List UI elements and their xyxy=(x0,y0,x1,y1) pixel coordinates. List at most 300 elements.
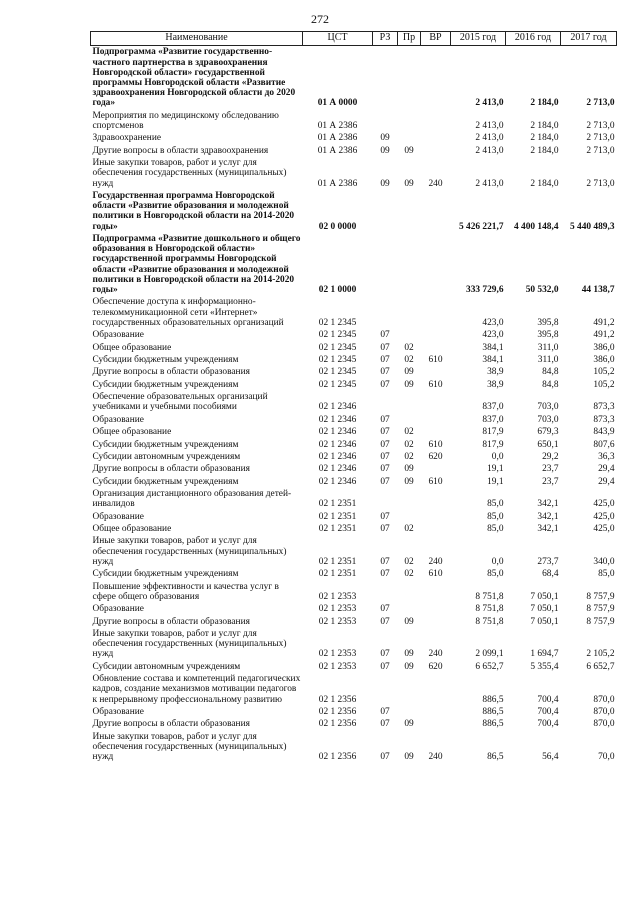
row-2016: 4 400 148,4 xyxy=(513,221,559,232)
row-2015: 8 751,8 xyxy=(475,604,504,615)
row-2017: 5 440 489,3 xyxy=(569,221,615,232)
row-2017: 386,0 xyxy=(593,354,615,365)
row-2017: 425,0 xyxy=(593,499,615,510)
row-2016: 2 184,0 xyxy=(530,121,559,131)
row-rz xyxy=(373,190,398,233)
row-rz: 07 xyxy=(380,752,390,763)
table-row xyxy=(91,391,617,414)
row-name: Иные закупки товаров, работ и услуг для обеспечения государственных (муниципальных) нужд xyxy=(92,629,287,660)
row-name: Субсидии бюджетным учреждениям xyxy=(92,379,239,390)
row-vr xyxy=(421,366,451,378)
row-2016: 395,8 xyxy=(537,317,559,328)
row-vr: 610 xyxy=(428,354,443,365)
row-name: Другие вопросы в области образования xyxy=(92,464,250,475)
row-2017: 340,0 xyxy=(593,556,615,567)
row-rz: 07 xyxy=(380,569,390,580)
row-cst: 02 1 2346 xyxy=(318,427,357,438)
row-rz: 07 xyxy=(380,649,390,660)
row-pr xyxy=(398,109,421,132)
row-vr: 610 xyxy=(428,379,443,390)
row-2016: 342,1 xyxy=(537,499,559,510)
row-pr xyxy=(398,132,421,144)
row-cst: 02 1 2351 xyxy=(318,524,357,535)
row-cst: 02 1 2345 xyxy=(318,354,357,365)
row-2017: 8 757,9 xyxy=(586,616,615,627)
row-vr xyxy=(421,296,451,329)
table-body xyxy=(91,46,617,764)
row-name: Субсидии автономным учреждениям xyxy=(92,451,241,462)
row-2016: 311,0 xyxy=(537,354,559,365)
row-2017: 2 713,0 xyxy=(586,98,615,109)
row-rz: 07 xyxy=(380,661,390,672)
row-pr xyxy=(398,580,421,603)
row-vr xyxy=(421,580,451,603)
row-rz: 07 xyxy=(380,414,390,425)
row-rz: 07 xyxy=(380,604,390,615)
row-name: Образование xyxy=(92,604,144,615)
row-pr xyxy=(398,510,421,522)
row-2017: 70,0 xyxy=(598,752,615,763)
row-name: Государственная программа Новгородской области «Развитие образования и молодежной политики в Новгородской области на 2014-2020 годы» xyxy=(92,190,295,232)
row-pr: 02 xyxy=(404,451,414,462)
row-rz: 07 xyxy=(380,719,390,730)
row-pr xyxy=(398,488,421,511)
row-rz: 07 xyxy=(380,511,390,522)
row-pr xyxy=(398,673,421,706)
row-2016: 7 050,1 xyxy=(530,591,559,602)
row-2016: 703,0 xyxy=(537,402,559,413)
row-2017: 8 757,9 xyxy=(586,604,615,615)
row-cst: 02 1 2351 xyxy=(318,569,357,580)
row-name: Субсидии бюджетным учреждениям xyxy=(92,439,239,450)
row-2016: 23,7 xyxy=(542,476,559,487)
row-rz xyxy=(373,488,398,511)
row-cst: 01 А 2386 xyxy=(317,145,358,156)
row-2016: 273,7 xyxy=(537,556,559,567)
row-2015: 886,5 xyxy=(482,694,504,705)
row-2017: 105,2 xyxy=(593,367,615,378)
row-rz: 07 xyxy=(380,451,390,462)
row-2015: 2 099,1 xyxy=(475,649,504,660)
row-rz: 07 xyxy=(380,706,390,717)
row-cst: 02 1 2346 xyxy=(318,464,357,475)
row-2017: 29,4 xyxy=(598,464,615,475)
row-cst: 01 А 2386 xyxy=(317,121,358,131)
row-cst: 02 1 2346 xyxy=(318,476,357,487)
row-rz: 07 xyxy=(380,439,390,450)
row-2017: 2 713,0 xyxy=(586,121,615,131)
row-vr xyxy=(421,426,451,438)
row-vr xyxy=(421,463,451,475)
row-rz: 07 xyxy=(380,524,390,535)
row-2017: 105,2 xyxy=(593,379,615,390)
row-rz: 09 xyxy=(380,178,390,189)
row-2016: 2 184,0 xyxy=(530,98,559,109)
row-2015: 38,9 xyxy=(487,367,504,378)
row-2016: 2 184,0 xyxy=(530,133,559,144)
row-pr: 09 xyxy=(404,649,414,660)
row-name: Здравоохранение xyxy=(92,133,161,144)
row-rz xyxy=(373,391,398,414)
row-pr xyxy=(398,190,421,233)
row-name: Повышение эффективности и качества услуг в сфере общего образования xyxy=(92,581,279,602)
row-2017: 2 105,2 xyxy=(586,649,615,660)
table-row xyxy=(91,673,617,706)
row-rz xyxy=(373,296,398,329)
row-rz: 07 xyxy=(380,464,390,475)
row-2015: 2 413,0 xyxy=(475,98,504,109)
row-2015: 85,0 xyxy=(487,524,504,535)
row-rz: 07 xyxy=(380,330,390,341)
row-rz: 09 xyxy=(380,145,390,156)
header-cst: ЦСТ xyxy=(303,32,373,46)
table-row xyxy=(91,354,617,366)
row-cst: 02 1 2345 xyxy=(318,342,357,353)
table-row xyxy=(91,46,617,110)
row-vr xyxy=(421,488,451,511)
row-2017: 2 713,0 xyxy=(586,178,615,189)
row-2016: 2 184,0 xyxy=(530,145,559,156)
row-2017: 870,0 xyxy=(593,719,615,730)
table-row xyxy=(91,413,617,425)
row-rz: 07 xyxy=(380,342,390,353)
row-cst: 02 1 2356 xyxy=(318,706,357,717)
row-pr: 09 xyxy=(404,367,414,378)
row-2015: 2 413,0 xyxy=(475,133,504,144)
row-2016: 703,0 xyxy=(537,414,559,425)
row-2015: 2 413,0 xyxy=(475,178,504,189)
row-name: Другие вопросы в области образования xyxy=(92,616,250,627)
row-cst: 02 1 2353 xyxy=(318,649,357,660)
row-vr xyxy=(421,329,451,341)
row-name: Другие вопросы в области здравоохранения xyxy=(92,145,269,156)
table-row xyxy=(91,233,617,296)
row-2015: 8 751,8 xyxy=(475,591,504,602)
row-2015: 85,0 xyxy=(487,511,504,522)
row-name: Другие вопросы в области образования xyxy=(92,367,250,378)
row-pr xyxy=(398,391,421,414)
table-row xyxy=(91,475,617,487)
table-row xyxy=(91,535,617,568)
row-cst: 02 1 2346 xyxy=(318,402,357,413)
table-row xyxy=(91,190,617,233)
row-pr xyxy=(398,603,421,615)
row-vr xyxy=(421,391,451,414)
row-name: Обновление состава и компетенций педагогических кадров, создание механизмов мотивации педагогов к непрерывному профессиональному развитию xyxy=(92,674,301,705)
row-vr xyxy=(421,718,451,730)
row-2016: 29,2 xyxy=(542,451,559,462)
table-row xyxy=(91,366,617,378)
table-row xyxy=(91,329,617,341)
row-name: Иные закупки товаров, работ и услуг для обеспечения государственных (муниципальных) нужд xyxy=(92,158,287,189)
row-cst: 02 1 2353 xyxy=(318,591,357,602)
row-vr xyxy=(421,46,451,110)
row-2015: 19,1 xyxy=(487,476,504,487)
header-2016: 2016 год xyxy=(506,32,561,46)
header-vr: ВР xyxy=(421,32,451,46)
row-2016: 342,1 xyxy=(537,524,559,535)
row-cst: 02 1 2345 xyxy=(318,367,357,378)
budget-table xyxy=(90,31,617,763)
row-cst: 02 1 2353 xyxy=(318,604,357,615)
table-row xyxy=(91,628,617,661)
row-2017: 2 713,0 xyxy=(586,145,615,156)
row-vr: 240 xyxy=(428,556,443,567)
row-pr xyxy=(398,296,421,329)
row-2016: 2 184,0 xyxy=(530,178,559,189)
row-2015: 0,0 xyxy=(491,451,504,462)
row-name: Мероприятия по медицинскому обследованию спортсменов xyxy=(92,110,279,131)
row-2017: 425,0 xyxy=(593,524,615,535)
row-name: Субсидии автономным учреждениям xyxy=(92,661,241,672)
row-vr: 610 xyxy=(428,476,443,487)
row-vr xyxy=(421,510,451,522)
row-vr xyxy=(421,523,451,535)
row-2017: 425,0 xyxy=(593,511,615,522)
row-rz xyxy=(373,109,398,132)
row-pr: 09 xyxy=(404,752,414,763)
table-row xyxy=(91,718,617,730)
row-name: Субсидии бюджетным учреждениям xyxy=(92,569,239,580)
row-2017: 6 652,7 xyxy=(586,661,615,672)
row-2016: 679,3 xyxy=(537,427,559,438)
row-2015: 19,1 xyxy=(487,464,504,475)
row-cst: 02 1 0000 xyxy=(318,284,357,295)
table-row xyxy=(91,510,617,522)
row-2016: 84,8 xyxy=(542,379,559,390)
row-2015: 38,9 xyxy=(487,379,504,390)
row-2015: 886,5 xyxy=(482,719,504,730)
row-vr xyxy=(421,341,451,353)
row-2016: 5 355,4 xyxy=(530,661,559,672)
row-name: Образование xyxy=(92,414,144,425)
row-cst: 01 А 2386 xyxy=(317,178,358,189)
row-pr xyxy=(398,329,421,341)
row-pr: 09 xyxy=(404,476,414,487)
row-name: Другие вопросы в области образования xyxy=(92,719,250,730)
row-vr xyxy=(421,615,451,627)
table-row xyxy=(91,451,617,463)
row-2017: 491,2 xyxy=(593,317,615,328)
header-name: Наименование xyxy=(91,32,303,46)
row-vr xyxy=(421,144,451,156)
table-row xyxy=(91,157,617,190)
row-cst: 02 1 2345 xyxy=(318,330,357,341)
row-vr: 240 xyxy=(428,178,443,189)
row-vr xyxy=(421,233,451,296)
table-row xyxy=(91,426,617,438)
row-pr: 09 xyxy=(404,379,414,390)
row-2016: 56,4 xyxy=(542,752,559,763)
row-rz: 07 xyxy=(380,379,390,390)
row-vr xyxy=(421,603,451,615)
header-pr: Пр xyxy=(398,32,421,46)
row-2017: 873,3 xyxy=(593,414,615,425)
row-name: Иные закупки товаров, работ и услуг для обеспечения государственных (муниципальных) нужд xyxy=(92,536,287,567)
header-2015: 2015 год xyxy=(451,32,506,46)
table-row xyxy=(91,296,617,329)
row-cst: 02 1 2353 xyxy=(318,616,357,627)
row-pr: 02 xyxy=(404,524,414,535)
row-2016: 23,7 xyxy=(542,464,559,475)
row-cst: 02 1 2353 xyxy=(318,661,357,672)
row-2017: 843,9 xyxy=(593,427,615,438)
row-name: Иные закупки товаров, работ и услуг для обеспечения государственных (муниципальных) нужд xyxy=(92,731,287,763)
header-2017: 2017 год xyxy=(561,32,617,46)
row-pr xyxy=(398,413,421,425)
row-2015: 837,0 xyxy=(482,402,504,413)
row-pr: 02 xyxy=(404,342,414,353)
row-vr: 620 xyxy=(428,661,443,672)
page-number: 272 xyxy=(311,12,329,26)
row-name: Образование xyxy=(92,511,144,522)
row-2015: 886,5 xyxy=(482,706,504,717)
row-2016: 50 532,0 xyxy=(525,284,559,295)
row-cst: 02 1 2356 xyxy=(318,719,357,730)
row-vr: 240 xyxy=(428,649,443,660)
table-row xyxy=(91,568,617,580)
row-vr: 610 xyxy=(428,569,443,580)
row-pr: 09 xyxy=(404,464,414,475)
table-row xyxy=(91,378,617,390)
row-cst: 01 А 0000 xyxy=(317,98,358,109)
row-2017: 8 757,9 xyxy=(586,591,615,602)
table-row xyxy=(91,523,617,535)
table-row xyxy=(91,144,617,156)
row-2016: 311,0 xyxy=(537,342,559,353)
row-vr xyxy=(421,706,451,718)
table-row xyxy=(91,109,617,132)
row-pr: 02 xyxy=(404,569,414,580)
row-2015: 6 652,7 xyxy=(475,661,504,672)
row-2017: 386,0 xyxy=(593,342,615,353)
row-2017: 44 138,7 xyxy=(581,284,615,295)
row-rz: 07 xyxy=(380,367,390,378)
row-2017: 873,3 xyxy=(593,402,615,413)
row-name: Подпрограмма «Развитие государственно-частного партнерства в здравоохранения Новгородской области» государственной программы Новгородской области «Развитие здравоохранения Новгородской области до 2020 года» xyxy=(92,47,296,109)
row-2016: 700,4 xyxy=(537,706,559,717)
table-row xyxy=(91,132,617,144)
row-name: Общее образование xyxy=(92,524,172,535)
row-cst: 02 0 0000 xyxy=(318,221,357,232)
row-pr xyxy=(398,233,421,296)
row-2015: 0,0 xyxy=(491,556,504,567)
table-row xyxy=(91,615,617,627)
row-pr xyxy=(398,706,421,718)
table-row xyxy=(91,730,617,763)
row-pr: 09 xyxy=(404,145,414,156)
row-rz: 07 xyxy=(380,427,390,438)
row-pr: 09 xyxy=(404,178,414,189)
row-name: Организация дистанционного образования детей-инвалидов xyxy=(92,489,292,510)
row-2017: 36,3 xyxy=(598,451,615,462)
row-cst: 02 1 2346 xyxy=(318,414,357,425)
row-cst: 02 1 2356 xyxy=(318,752,357,763)
row-name: Обеспечение образовательных организаций учебниками и учебными пособиями xyxy=(92,392,268,413)
row-cst: 02 1 2346 xyxy=(318,451,357,462)
row-2015: 2 413,0 xyxy=(475,145,504,156)
table-row xyxy=(91,580,617,603)
row-2015: 5 426 221,7 xyxy=(458,221,504,232)
row-name: Подпрограмма «Развитие дошкольного и общего образования в Новгородской области» государственной программы Новгородской области «Развитие образования и молодежной политики в Новгородской области на 2014-2020 годы» xyxy=(92,233,301,295)
header-rz: РЗ xyxy=(373,32,398,46)
row-pr: 09 xyxy=(404,616,414,627)
row-cst: 02 1 2351 xyxy=(318,499,357,510)
row-name: Субсидии бюджетным учреждениям xyxy=(92,354,239,365)
row-cst: 01 А 2386 xyxy=(317,133,358,144)
row-vr xyxy=(421,673,451,706)
row-rz xyxy=(373,46,398,110)
row-2015: 384,1 xyxy=(482,342,504,353)
row-vr: 610 xyxy=(428,439,443,450)
row-pr xyxy=(398,46,421,110)
row-pr: 02 xyxy=(404,439,414,450)
row-name: Общее образование xyxy=(92,342,172,353)
row-rz xyxy=(373,580,398,603)
row-cst: 02 1 2356 xyxy=(318,694,357,705)
row-vr xyxy=(421,132,451,144)
row-2015: 384,1 xyxy=(482,354,504,365)
row-pr: 02 xyxy=(404,354,414,365)
row-2015: 8 751,8 xyxy=(475,616,504,627)
row-pr: 02 xyxy=(404,427,414,438)
row-rz: 07 xyxy=(380,354,390,365)
row-2015: 333 729,6 xyxy=(466,284,504,295)
table-row xyxy=(91,706,617,718)
row-rz: 07 xyxy=(380,556,390,567)
row-rz xyxy=(373,233,398,296)
row-2016: 7 050,1 xyxy=(530,616,559,627)
row-2016: 395,8 xyxy=(537,330,559,341)
row-2017: 870,0 xyxy=(593,694,615,705)
row-2015: 85,0 xyxy=(487,569,504,580)
row-vr xyxy=(421,109,451,132)
row-2016: 84,8 xyxy=(542,367,559,378)
row-2015: 86,5 xyxy=(487,752,504,763)
row-2015: 423,0 xyxy=(482,330,504,341)
row-2016: 650,1 xyxy=(537,439,559,450)
row-2017: 2 713,0 xyxy=(586,133,615,144)
row-cst: 02 1 2345 xyxy=(318,379,357,390)
row-2017: 491,2 xyxy=(593,330,615,341)
row-2016: 68,4 xyxy=(542,569,559,580)
row-name: Обеспечение доступа к информационно-телекоммуникационной сети «Интернет» государственных образовательных организаций xyxy=(92,297,284,328)
row-2015: 837,0 xyxy=(482,414,504,425)
row-2015: 2 413,0 xyxy=(475,121,504,131)
row-2016: 1 694,7 xyxy=(530,649,559,660)
row-2016: 342,1 xyxy=(537,511,559,522)
row-2015: 423,0 xyxy=(482,317,504,328)
row-pr: 02 xyxy=(404,556,414,567)
row-2016: 700,4 xyxy=(537,719,559,730)
row-pr: 09 xyxy=(404,719,414,730)
table-header-row xyxy=(91,32,617,46)
row-name: Общее образование xyxy=(92,427,172,438)
table-row xyxy=(91,660,617,672)
row-2017: 807,6 xyxy=(593,439,615,450)
row-2015: 817,9 xyxy=(482,427,504,438)
row-cst: 02 1 2351 xyxy=(318,556,357,567)
row-cst: 02 1 2346 xyxy=(318,439,357,450)
row-2016: 7 050,1 xyxy=(530,604,559,615)
table-row xyxy=(91,438,617,450)
row-vr xyxy=(421,413,451,425)
row-pr: 09 xyxy=(404,661,414,672)
row-name: Образование xyxy=(92,330,144,341)
row-rz xyxy=(373,673,398,706)
table-row xyxy=(91,603,617,615)
row-cst: 02 1 2351 xyxy=(318,511,357,522)
